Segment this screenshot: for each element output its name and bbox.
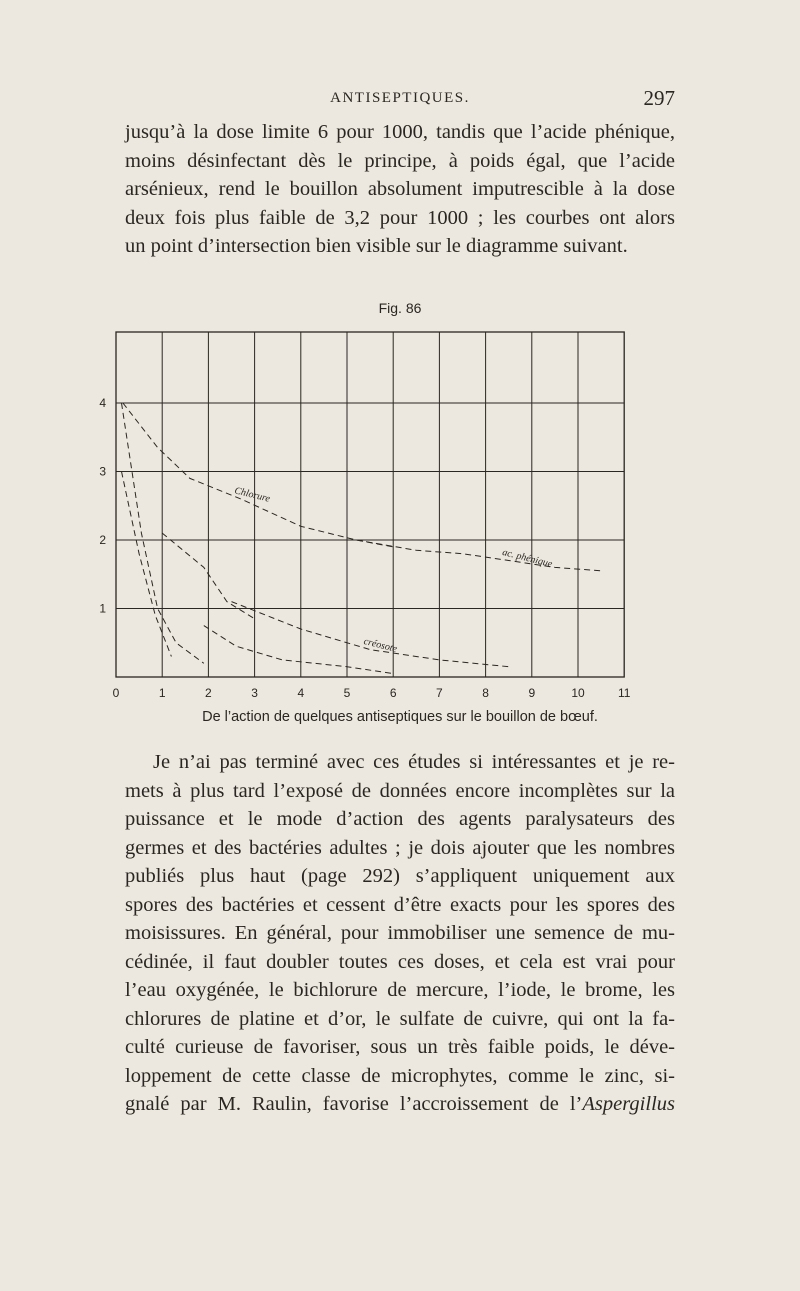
text-line: deux fois plus faible de 3,2 pour 1000 ; les courbes ont alors (125, 206, 675, 229)
text-line: puissance et le mode d’action des agents paralysateurs des (125, 808, 675, 830)
text-line: germes et des bactéries adultes ; je dois ajouter que les nombres (125, 836, 675, 859)
text-line-final (125, 1090, 675, 1119)
y-tick-label: 3 (99, 464, 106, 479)
text-line: l’eau oxygénée, le bichlorure de mercure, l’iode, le brome, les (125, 979, 675, 1001)
figure-label: Fig. 86 (378, 300, 422, 316)
x-tick-label: 4 (297, 686, 305, 700)
text-line: culté curieuse de favoriser, sous un très faible poids, le déve- (125, 1036, 675, 1058)
text-line: publiés plus haut (page 292) s’appliquent uniquement aux (125, 865, 675, 887)
x-tick-label: 7 (436, 686, 443, 700)
curve-label: créosote (362, 636, 399, 655)
text-line: cédinée, il faut doubler toutes ces doses, et cela est vrai pour (125, 950, 675, 973)
curve-créosote (232, 602, 509, 667)
x-tick-label: 2 (205, 686, 212, 700)
text-fragment: gnalé par M. Raulin, favorise l’accroissement de l’ (125, 1093, 583, 1115)
running-title: ANTISEPTIQUES. (330, 90, 470, 106)
chart-frame (116, 332, 624, 677)
text-line: moisissures. En général, pour immobiliser une semence de mu- (125, 922, 675, 944)
text-line: jusqu’à la dose limite 6 pour 1000, tandis que l’acide phénique, (125, 121, 675, 143)
text-line: un point d’intersection bien visible sur le diagramme suivant. (125, 235, 628, 257)
page-number: 297 (643, 86, 675, 110)
x-tick-label: 11 (617, 686, 631, 700)
curve-label: ac. phénique (501, 546, 554, 571)
curve-label: Chlorure (233, 485, 272, 505)
x-tick-label: 5 (343, 686, 351, 700)
curve-bichlorure (122, 472, 172, 657)
curve-cuivre (204, 626, 393, 674)
y-tick-label: 1 (99, 601, 106, 616)
text-line: moins désinfectant dès le principe, à poids égal, que l’acide (125, 149, 675, 172)
italic-term: Aspergillus (582, 1093, 675, 1115)
text-line: chlorures de platine et d’or, le sulfate de cuivre, qui ont la fa- (125, 1007, 675, 1030)
paragraph-body (125, 748, 675, 1119)
y-tick-label: 2 (99, 533, 106, 547)
x-tick-label: 8 (482, 686, 489, 700)
x-tick-label: 9 (528, 686, 536, 700)
x-tick-label: 10 (571, 686, 585, 700)
text-line: Je n’ai pas terminé avec ces études si intéressantes et je re- (153, 751, 675, 773)
figure-caption: De l’action de quelques antiseptiques sur le bouillon de bœuf. (202, 709, 598, 725)
text-line: spores des bactéries et cessent d’être exacts pour les spores des (125, 893, 675, 916)
text-line: loppement de cette classe de microphytes, comme le zinc, si- (125, 1064, 675, 1087)
text-line: arsénieux, rend le bouillon absolument imputrescible à la dose (125, 178, 675, 200)
x-tick-label: 1 (158, 686, 166, 700)
y-tick-label: 4 (99, 396, 106, 410)
x-tick-label: 0 (112, 686, 120, 700)
x-tick-label: 6 (389, 686, 397, 700)
x-tick-label: 3 (251, 686, 258, 700)
curve-Chlorure (123, 403, 393, 547)
text-line: mets à plus tard l’exposé de données encore incomplètes sur la (125, 779, 675, 802)
